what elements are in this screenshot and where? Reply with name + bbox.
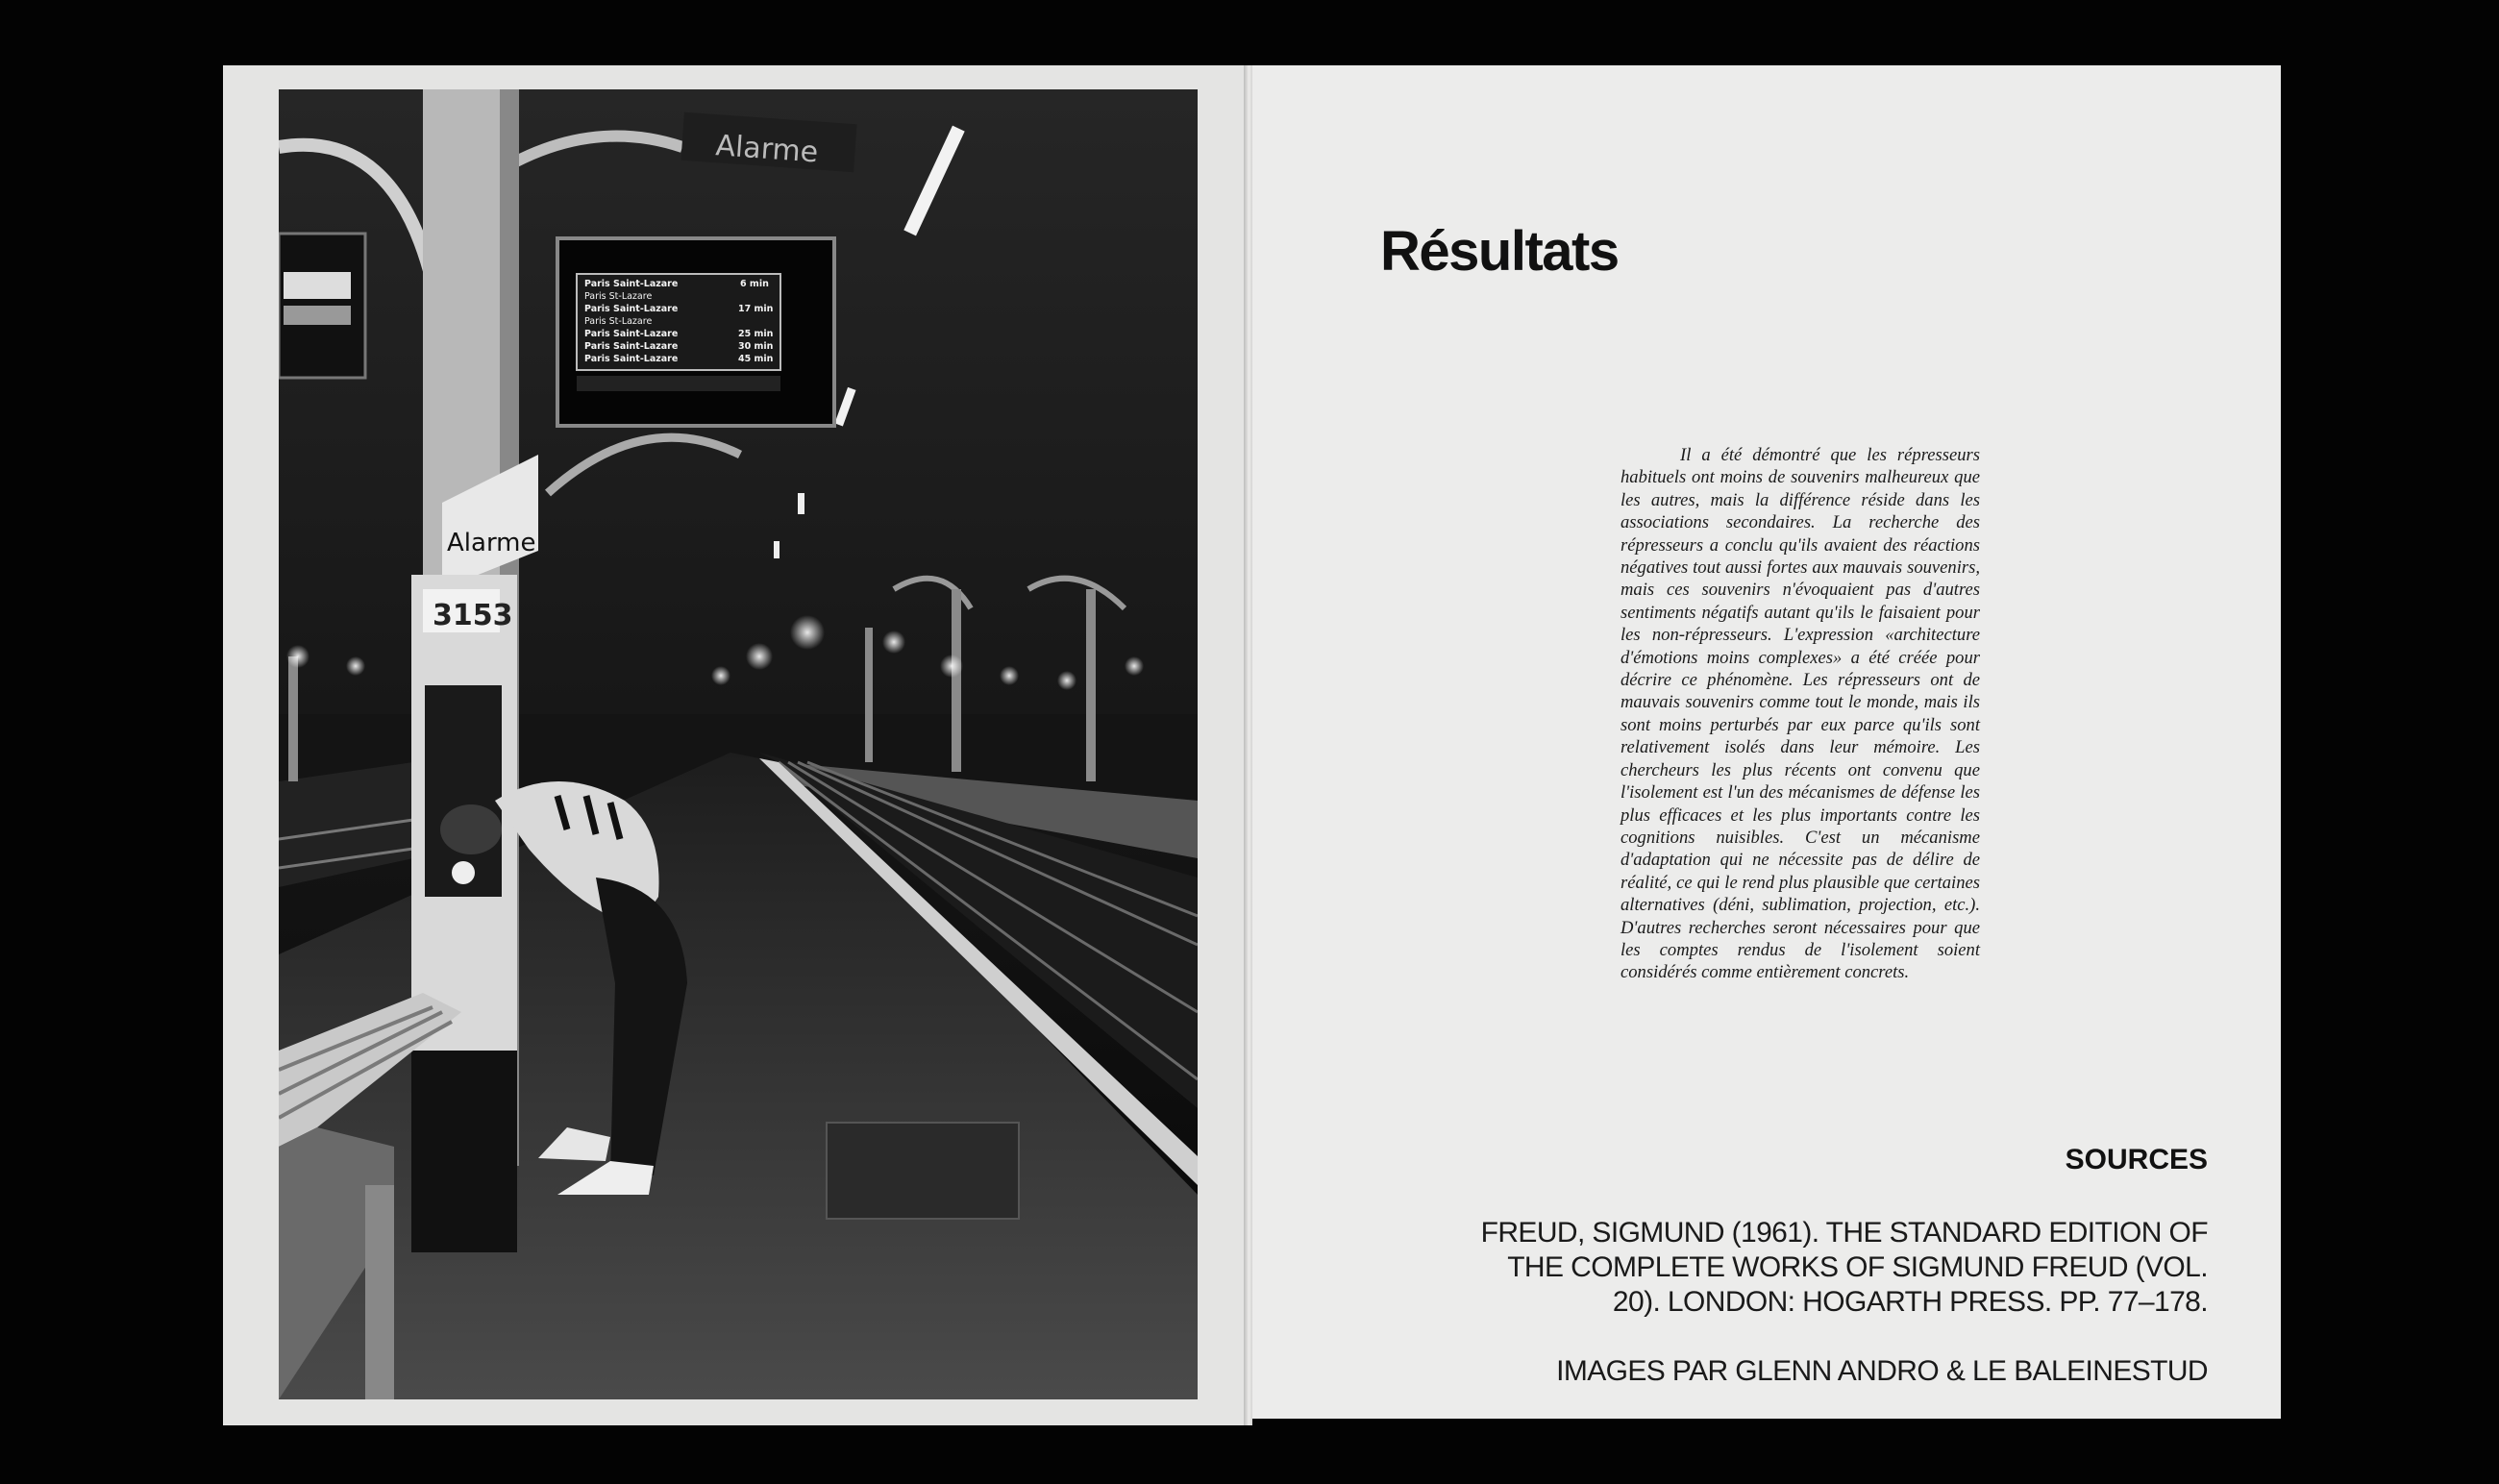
board-row-3: Paris Saint-Lazare	[584, 304, 679, 314]
article-body: Il a été démontré que les répresseurs habituels ont moins de souvenirs malheureux que les autres, mais la différence réside dans les associations secondaires. La recherche des répresseurs a conclu qu'ils avaient des réactions négatives tout aussi fortes aux mauvais souvenirs, mais ces souvenirs n'évoquaient pas d'autres sentiments négatifs autant qu'ils le faisaient pour les non-répresseurs. L'expression «architecture d'émotions moins complexes» a été créée pour décrire ce phénomène. Les répresseurs ont de mauvais souvenirs comme tout le monde, mais ils sont moins perturbés par eux parce qu'ils sont relativement isolés dans leur mémoire. Les chercheurs les plus récents ont convenu que l'isolement est l'un des mécanismes de défense les plus efficaces et les plus importants contre les cognitions nuisibles. C'est un mécanisme d'adaptation qui ne nécessite pas de délire de réalité, ce qui le rend plus plausible que certaines alternatives (déni, sublimation, projection, etc.). D'autres recherches seront nécessaires pour que les comptes rendus de l'isolement soient considérés comme entièrement concrets.	[1621, 445, 1980, 983]
board-time-5: 25 min	[738, 329, 774, 339]
board-row-7: Paris Saint-Lazare	[584, 354, 679, 364]
citation: FREUD, SIGMUND (1961). THE STANDARD EDITION OF THE COMPLETE WORKS OF SIGMUND FREUD (VOL. 20). LONDON: HOGARTH PRESS. PP. 77–178.	[1480, 1217, 2208, 1318]
board-row-5: Paris Saint-Lazare	[584, 329, 679, 339]
board-time-7: 45 min	[738, 354, 774, 364]
board-time-1: 6 min	[740, 279, 769, 289]
board-row-6: Paris Saint-Lazare	[584, 341, 679, 352]
book-gutter	[1244, 65, 1252, 1425]
board-row-1: Paris Saint-Lazare	[584, 279, 679, 289]
board-row-4: Paris St-Lazare	[584, 316, 653, 327]
train-platform-photo	[279, 89, 1198, 1399]
board-time-3: 17 min	[738, 304, 774, 314]
image-credits: IMAGES PAR GLENN ANDRO & LE BALEINESTUD	[1556, 1355, 2208, 1387]
alarm-sign-pillar: Alarme	[447, 529, 536, 557]
sources-heading: SOURCES	[2065, 1144, 2208, 1175]
alarm-sign-top: Alarme	[714, 129, 820, 170]
board-time-6: 30 min	[738, 341, 774, 352]
board-row-2: Paris St-Lazare	[584, 291, 653, 302]
page-title: Résultats	[1380, 220, 1619, 283]
alarm-post-number: 3153	[433, 599, 513, 632]
